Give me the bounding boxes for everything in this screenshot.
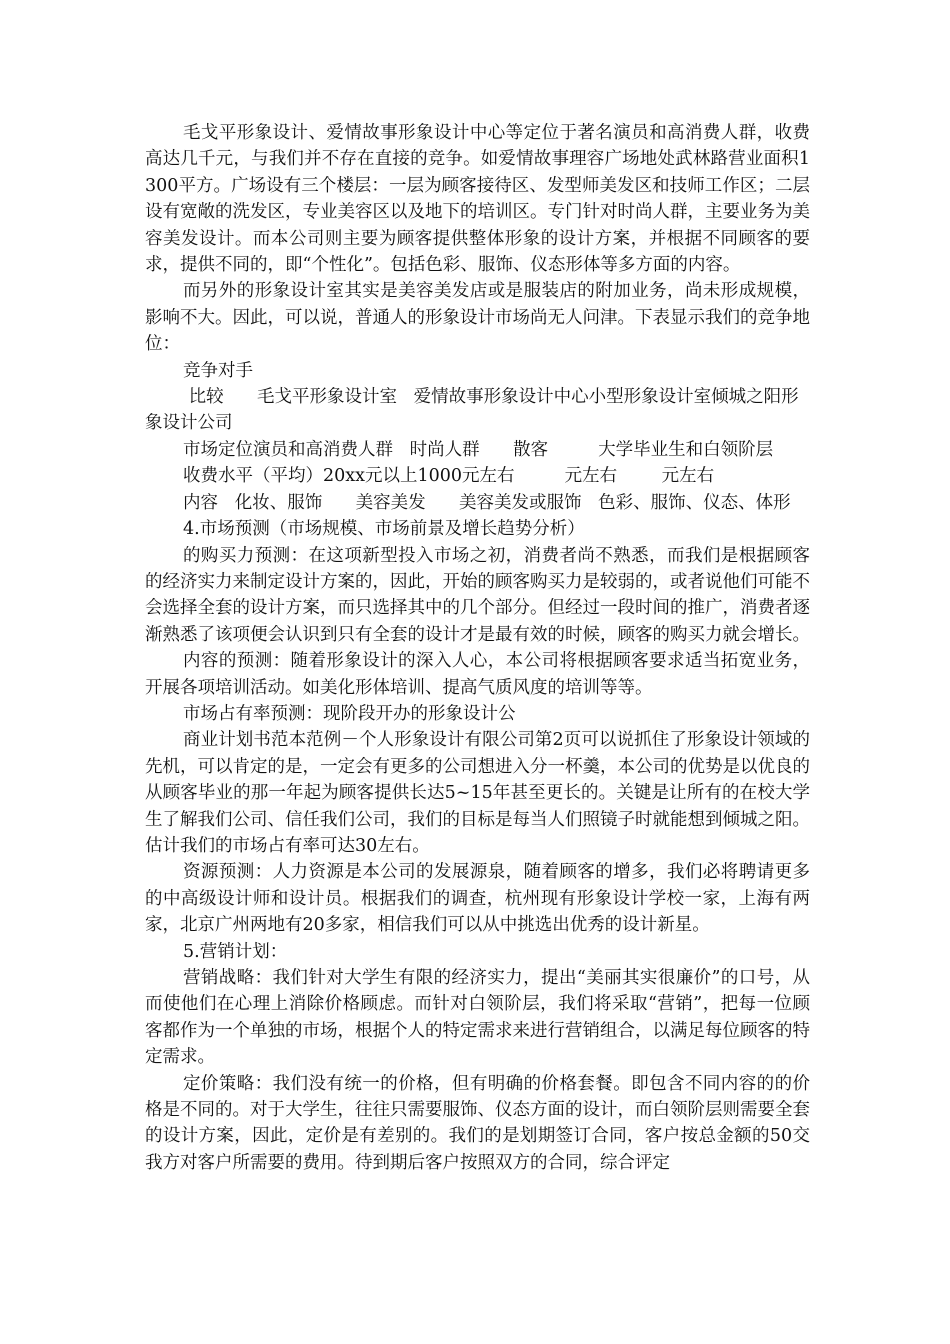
paragraph-resource-forecast: 资源预测：人力资源是本公司的发展源泉，随着顾客的增多，我们必将聘请更多的中高级设计师和设计员。根据我们的调查，杭州现有形象设计学校一家，上海有两家，北京广州两地有20多家，相信我们可以从中挑选出优秀的设计新星。: [145, 862, 810, 936]
section-heading-marketing-plan: 5.营销计划：: [183, 941, 288, 962]
document-body: [145, 120, 810, 1176]
competitor-table-row-positioning: 市场定位演员和高消费人群 时尚人群 散客 大学毕业生和白领阶层: [183, 439, 774, 460]
competitor-table-row-content: 内容 化妆、服饰 美容美发 美容美发或服饰 色彩、服饰、仪态、体形: [183, 492, 791, 513]
paragraph-pricing-strategy: 定价策略：我们没有统一的价格，但有明确的价格套餐。即包含不同内容的的价格是不同的。对于大学生，往往只需要服饰、仪态方面的设计，而白领阶层则需要全套的设计方案，因此，定价是有差别的。我们的是划期签订合同，客户按总金额的50交我方对客户所需要的费用。待到期后客户按照双方的合同，综合评定: [145, 1073, 810, 1173]
paragraph-purchasing-power: 的购买力预测：在这项新型投入市场之初，消费者尚不熟悉，而我们是根据顾客的经济实力来制定设计方案的，因此，开始的顾客购买力是较弱的，或者说他们可能不会选择全套的设计方案，而只选择其中的几个部分。但经过一段时间的推广，消费者逐渐熟悉了该项便会认识到只有全套的设计才是最有效的时候，顾客的购买力就会增长。: [145, 545, 810, 645]
paragraph-other-studios: 而另外的形象设计室其实是美容美发店或是服装店的附加业务，尚未形成规模，影响不大。因此，可以说，普通人的形象设计市场尚无人问津。下表显示我们的竞争地位：: [145, 281, 810, 355]
competitor-table-row-fees: 收费水平（平均）20xx元以上1000元左右 元左右 元左右: [183, 466, 715, 487]
competitor-table-title: 竞争对手: [183, 360, 253, 381]
paragraph-market-share: 商业计划书范本范例－个人形象设计有限公司第2页可以说抓住了形象设计领域的先机，可以肯定的是，一定会有更多的公司想进入分一杯羹，本公司的优势是以优良的从顾客毕业的那一年起为顾客提供长达5~15年甚至更长的。关键是让所有的在校大学生了解我们公司、信任我们公司，我们的目标是每当人们照镜子时就能想到倾城之阳。估计我们的市场占有率可达30左右。: [145, 730, 810, 856]
competitor-table-row-header: 比较 毛戈平形象设计室 爱情故事形象设计中心小型形象设计室倾城之阳形象设计公司: [145, 387, 799, 434]
paragraph-content-forecast: 内容的预测：随着形象设计的深入人心，本公司将根据顾客要求适当拓宽业务，开展各项培训活动。如美化形体培训、提高气质风度的培训等等。: [145, 651, 810, 698]
paragraph-market-share-intro: 市场占有率预测：现阶段开办的形象设计公: [183, 703, 516, 724]
section-heading-market-forecast: 4.市场预测（市场规模、市场前景及增长趋势分析）: [183, 519, 585, 540]
paragraph-marketing-strategy: 营销战略：我们针对大学生有限的经济实力，提出“美丽其实很廉价”的口号，从而使他们在心理上消除价格顾虑。而针对白领阶层，我们将采取“营销”，把每一位顾客都作为一个单独的市场，根据个人的特定需求来进行营销组合，以满足每位顾客的特定需求。: [145, 968, 810, 1068]
paragraph-competition-overview: 毛戈平形象设计、爱情故事形象设计中心等定位于著名演员和高消费人群，收费高达几千元，与我们并不存在直接的竞争。如爱情故事理容广场地处武林路营业面积1300平方。广场设有三个楼层：一层为顾客接待区、发型师美发区和技师工作区；二层设有宽敞的洗发区，专业美容区以及地下的培训区。专门针对时尚人群，主要业务为美容美发设计。而本公司则主要为顾客提供整体形象的设计方案，并根据不同顾客的要求，提供不同的，即“个性化”。包括色彩、服饰、仪态形体等多方面的内容。: [145, 123, 810, 276]
